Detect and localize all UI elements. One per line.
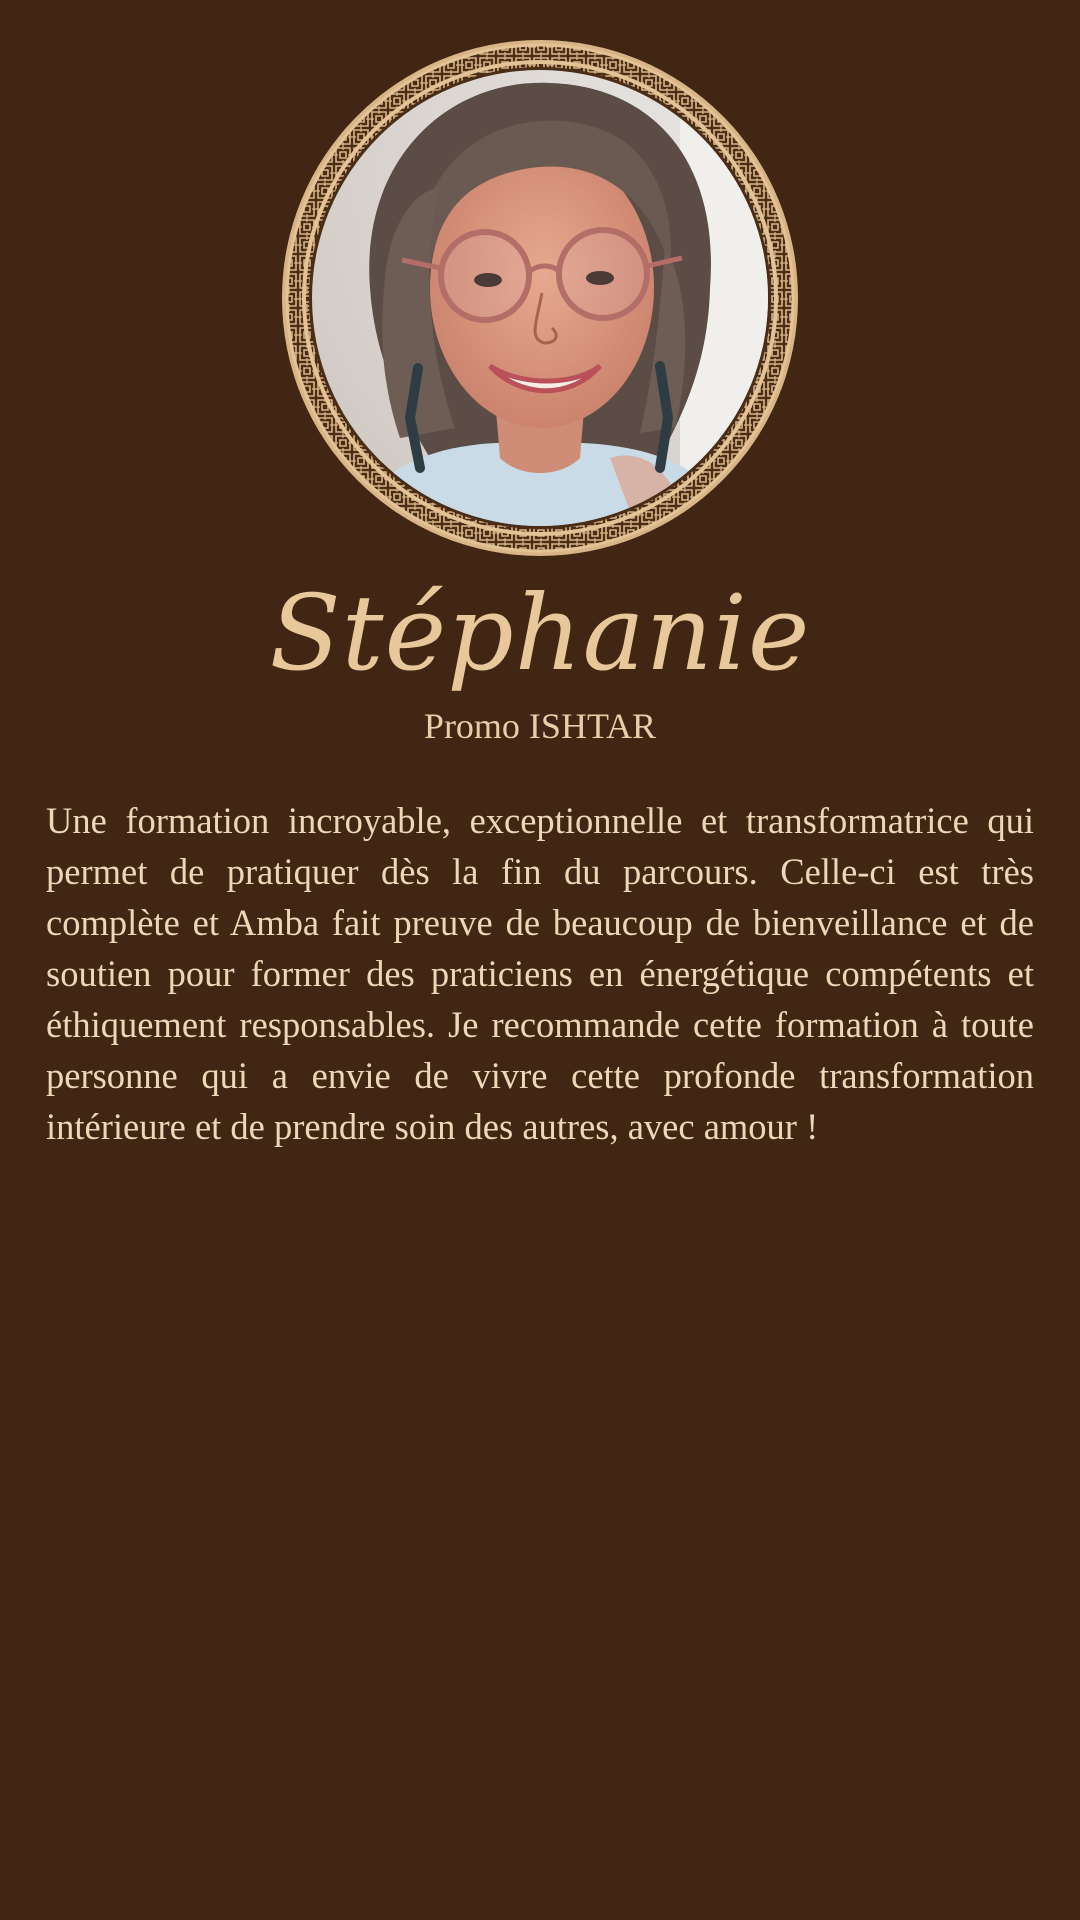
person-name: Stéphanie (269, 572, 811, 694)
profile-photo-frame (280, 38, 800, 558)
testimonial-text: Une formation incroyable, exceptionnelle et transformatrice qui permet de pratiquer dès la fin du parcours. Celle-ci est très complète et Amba fait preuve de beaucoup de bienveillance et de soutien pour former des praticiens en énergétique compétents et éthiquement responsables. Je recommande cette formation à toute personne qui a envie de vivre cette profonde transformation intérieure et de prendre soin des autres, avec amour ! (46, 800, 1034, 1147)
promo-label: Promo ISHTAR (423, 706, 657, 746)
avatar (280, 38, 800, 558)
